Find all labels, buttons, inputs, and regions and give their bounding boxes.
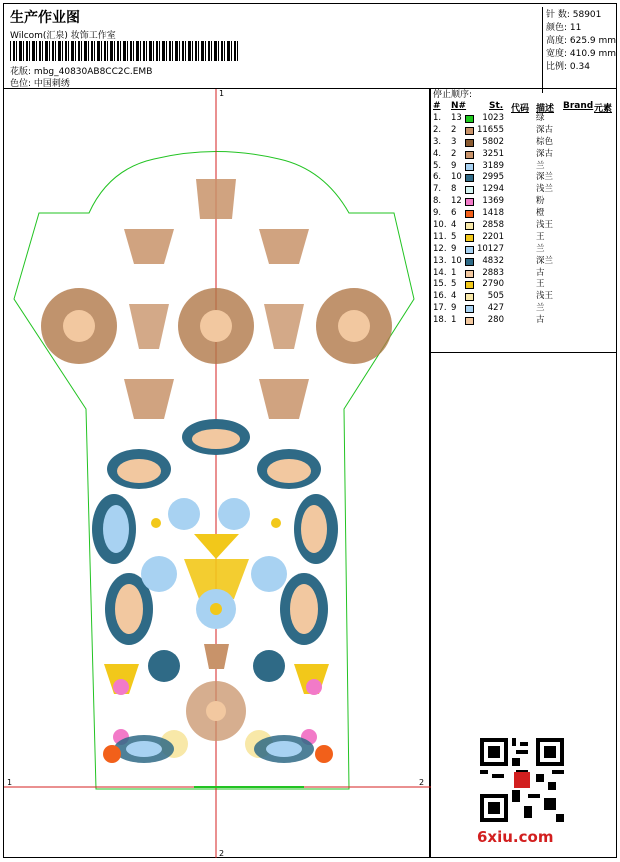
column-header: Brand <box>563 101 594 111</box>
page-title: 生产作业图 <box>10 10 80 26</box>
row-description: 古 <box>536 315 545 326</box>
stop-sequence-row <box>431 244 616 256</box>
row-needle: 2 <box>451 124 457 135</box>
row-stitches: 427 <box>487 303 504 314</box>
stop-sequence-row <box>431 220 616 232</box>
row-description: 王 <box>536 231 545 242</box>
row-description: 绿 <box>536 113 545 123</box>
row-needle: 3 <box>451 136 457 147</box>
row-needle: 4 <box>451 291 457 302</box>
stop-sequence-row <box>431 149 616 161</box>
spec-row: 宽度: 410.9 mm <box>546 49 617 59</box>
stop-sequence-header <box>431 101 616 113</box>
row-stitches: 2883 <box>482 267 504 278</box>
stop-sequence-row <box>431 137 616 149</box>
row-index: 11. <box>433 231 447 242</box>
stop-sequence-title: 停止顺序: <box>433 90 473 100</box>
row-stitches: 11655 <box>476 124 504 135</box>
marker-top: 1 <box>219 89 225 98</box>
row-description: 王 <box>536 279 545 290</box>
color-swatch <box>465 115 474 123</box>
stop-sequence-row <box>431 315 616 327</box>
center-flowers <box>141 498 287 629</box>
color-swatch <box>465 210 474 218</box>
colorway-value: 中国刺绣 <box>33 79 70 89</box>
row-index: 2. <box>433 124 442 135</box>
row-stitches: 5802 <box>482 136 504 147</box>
row-index: 12. <box>433 243 447 254</box>
row-stitches: 2790 <box>482 279 504 290</box>
color-swatch <box>465 305 474 313</box>
stop-sequence-row <box>431 303 616 315</box>
spec-row: 颜色: 11 <box>546 23 582 33</box>
row-needle: 9 <box>451 303 457 314</box>
qr-code <box>480 738 564 822</box>
barcode <box>10 41 238 61</box>
row-stitches: 10127 <box>476 243 504 254</box>
row-stitches: 2858 <box>482 220 504 231</box>
row-description: 古 <box>536 267 545 278</box>
row-stitches: 1294 <box>482 184 504 195</box>
company-name: Wilcom(汇泉) 妆饰工作室 <box>10 31 116 41</box>
marker-right: 2 <box>419 778 425 787</box>
marker-left: 1 <box>7 778 13 787</box>
stop-sequence-row <box>431 291 616 303</box>
stop-sequence-row <box>431 256 616 268</box>
row-description: 浅兰 <box>536 184 554 195</box>
row-stitches: 1369 <box>482 196 504 207</box>
row-needle: 2 <box>451 148 457 159</box>
stop-sequence-row <box>431 279 616 291</box>
row-description: 橙 <box>536 208 545 219</box>
stop-sequence-row <box>431 113 616 125</box>
row-needle: 9 <box>451 243 457 254</box>
stop-sequence-panel <box>430 89 617 353</box>
row-description: 兰 <box>536 243 545 254</box>
row-stitches: 4832 <box>482 255 504 266</box>
marker-bottom: 2 <box>219 849 225 858</box>
row-needle: 10 <box>451 255 462 266</box>
medallion-motifs <box>41 288 392 364</box>
spec-row: 比例: 0.34 <box>546 62 590 72</box>
row-index: 15. <box>433 279 447 290</box>
column-header: # <box>433 101 441 111</box>
stop-sequence-row <box>431 208 616 220</box>
row-index: 9. <box>433 208 442 219</box>
row-stitches: 3251 <box>482 148 504 159</box>
stop-sequence-row <box>431 161 616 173</box>
color-swatch <box>465 127 474 135</box>
color-swatch <box>465 246 474 254</box>
stop-sequence-row <box>431 125 616 137</box>
bottom-motifs <box>103 644 333 787</box>
stop-sequence-row <box>431 232 616 244</box>
colorway-label: 色位: <box>10 79 32 89</box>
row-description: 深兰 <box>536 172 554 183</box>
color-swatch <box>465 293 474 301</box>
row-needle: 5 <box>451 279 457 290</box>
column-header: N# <box>451 101 467 111</box>
row-description: 深古 <box>536 124 554 135</box>
row-needle: 13 <box>451 113 462 123</box>
row-index: 8. <box>433 196 442 207</box>
column-header: 元素 <box>594 104 613 114</box>
colorway-line <box>10 76 70 89</box>
row-stitches: 2995 <box>482 172 504 183</box>
stop-sequence-row <box>431 268 616 280</box>
color-swatch <box>465 198 474 206</box>
spec-row: 针 数: 58901 <box>546 10 602 20</box>
color-swatch <box>465 234 474 242</box>
header-panel <box>3 3 617 89</box>
color-swatch <box>465 258 474 266</box>
row-index: 1. <box>433 113 442 123</box>
row-description: 粉 <box>536 196 545 207</box>
row-needle: 1 <box>451 267 457 278</box>
color-swatch <box>465 163 474 171</box>
row-index: 5. <box>433 160 442 171</box>
color-swatch <box>465 174 474 182</box>
stop-sequence-row <box>431 184 616 196</box>
row-needle: 1 <box>451 315 457 326</box>
color-swatch <box>465 270 474 278</box>
pattern-label: 花版: <box>10 67 32 77</box>
row-description: 棕色 <box>536 136 554 147</box>
color-swatch <box>465 151 474 159</box>
row-index: 10. <box>433 220 447 231</box>
row-index: 16. <box>433 291 447 302</box>
color-swatch <box>465 317 474 325</box>
column-header: 代码 <box>511 104 530 114</box>
row-index: 17. <box>433 303 447 314</box>
row-index: 3. <box>433 136 442 147</box>
row-needle: 6 <box>451 208 457 219</box>
row-needle: 10 <box>451 172 462 183</box>
row-description: 浅王 <box>536 291 554 302</box>
row-needle: 4 <box>451 220 457 231</box>
row-needle: 9 <box>451 160 457 171</box>
column-header: St. <box>489 101 504 111</box>
row-stitches: 2201 <box>482 231 504 242</box>
embroidery-preview <box>4 89 431 858</box>
row-description: 浅王 <box>536 220 554 231</box>
stop-sequence-rows <box>431 113 616 327</box>
row-index: 7. <box>433 184 442 195</box>
color-swatch <box>465 281 474 289</box>
row-index: 4. <box>433 148 442 159</box>
row-index: 18. <box>433 315 447 326</box>
color-swatch <box>465 139 474 147</box>
row-stitches: 1023 <box>482 113 504 123</box>
row-description: 深兰 <box>536 255 554 266</box>
row-description: 深古 <box>536 148 554 159</box>
column-header: 描述 <box>536 104 555 114</box>
row-description: 兰 <box>536 160 545 171</box>
color-swatch <box>465 186 474 194</box>
row-index: 6. <box>433 172 442 183</box>
row-index: 13. <box>433 255 447 266</box>
row-description: 兰 <box>536 303 545 314</box>
row-stitches: 505 <box>487 291 504 302</box>
row-index: 14. <box>433 267 447 278</box>
row-needle: 8 <box>451 184 457 195</box>
specs-panel <box>542 7 620 93</box>
design-canvas <box>3 89 430 858</box>
color-swatch <box>465 222 474 230</box>
row-stitches: 1418 <box>482 208 504 219</box>
row-needle: 5 <box>451 231 457 242</box>
row-stitches: 280 <box>487 315 504 326</box>
row-stitches: 3189 <box>482 160 504 171</box>
watermark: 6xiu.com <box>477 828 554 846</box>
pattern-value: mbg_40830AB8CC2C.EMB <box>33 67 153 77</box>
spec-row: 高度: 625.9 mm <box>546 36 617 46</box>
stop-sequence-row <box>431 172 616 184</box>
stop-sequence-row <box>431 196 616 208</box>
row-needle: 12 <box>451 196 462 207</box>
